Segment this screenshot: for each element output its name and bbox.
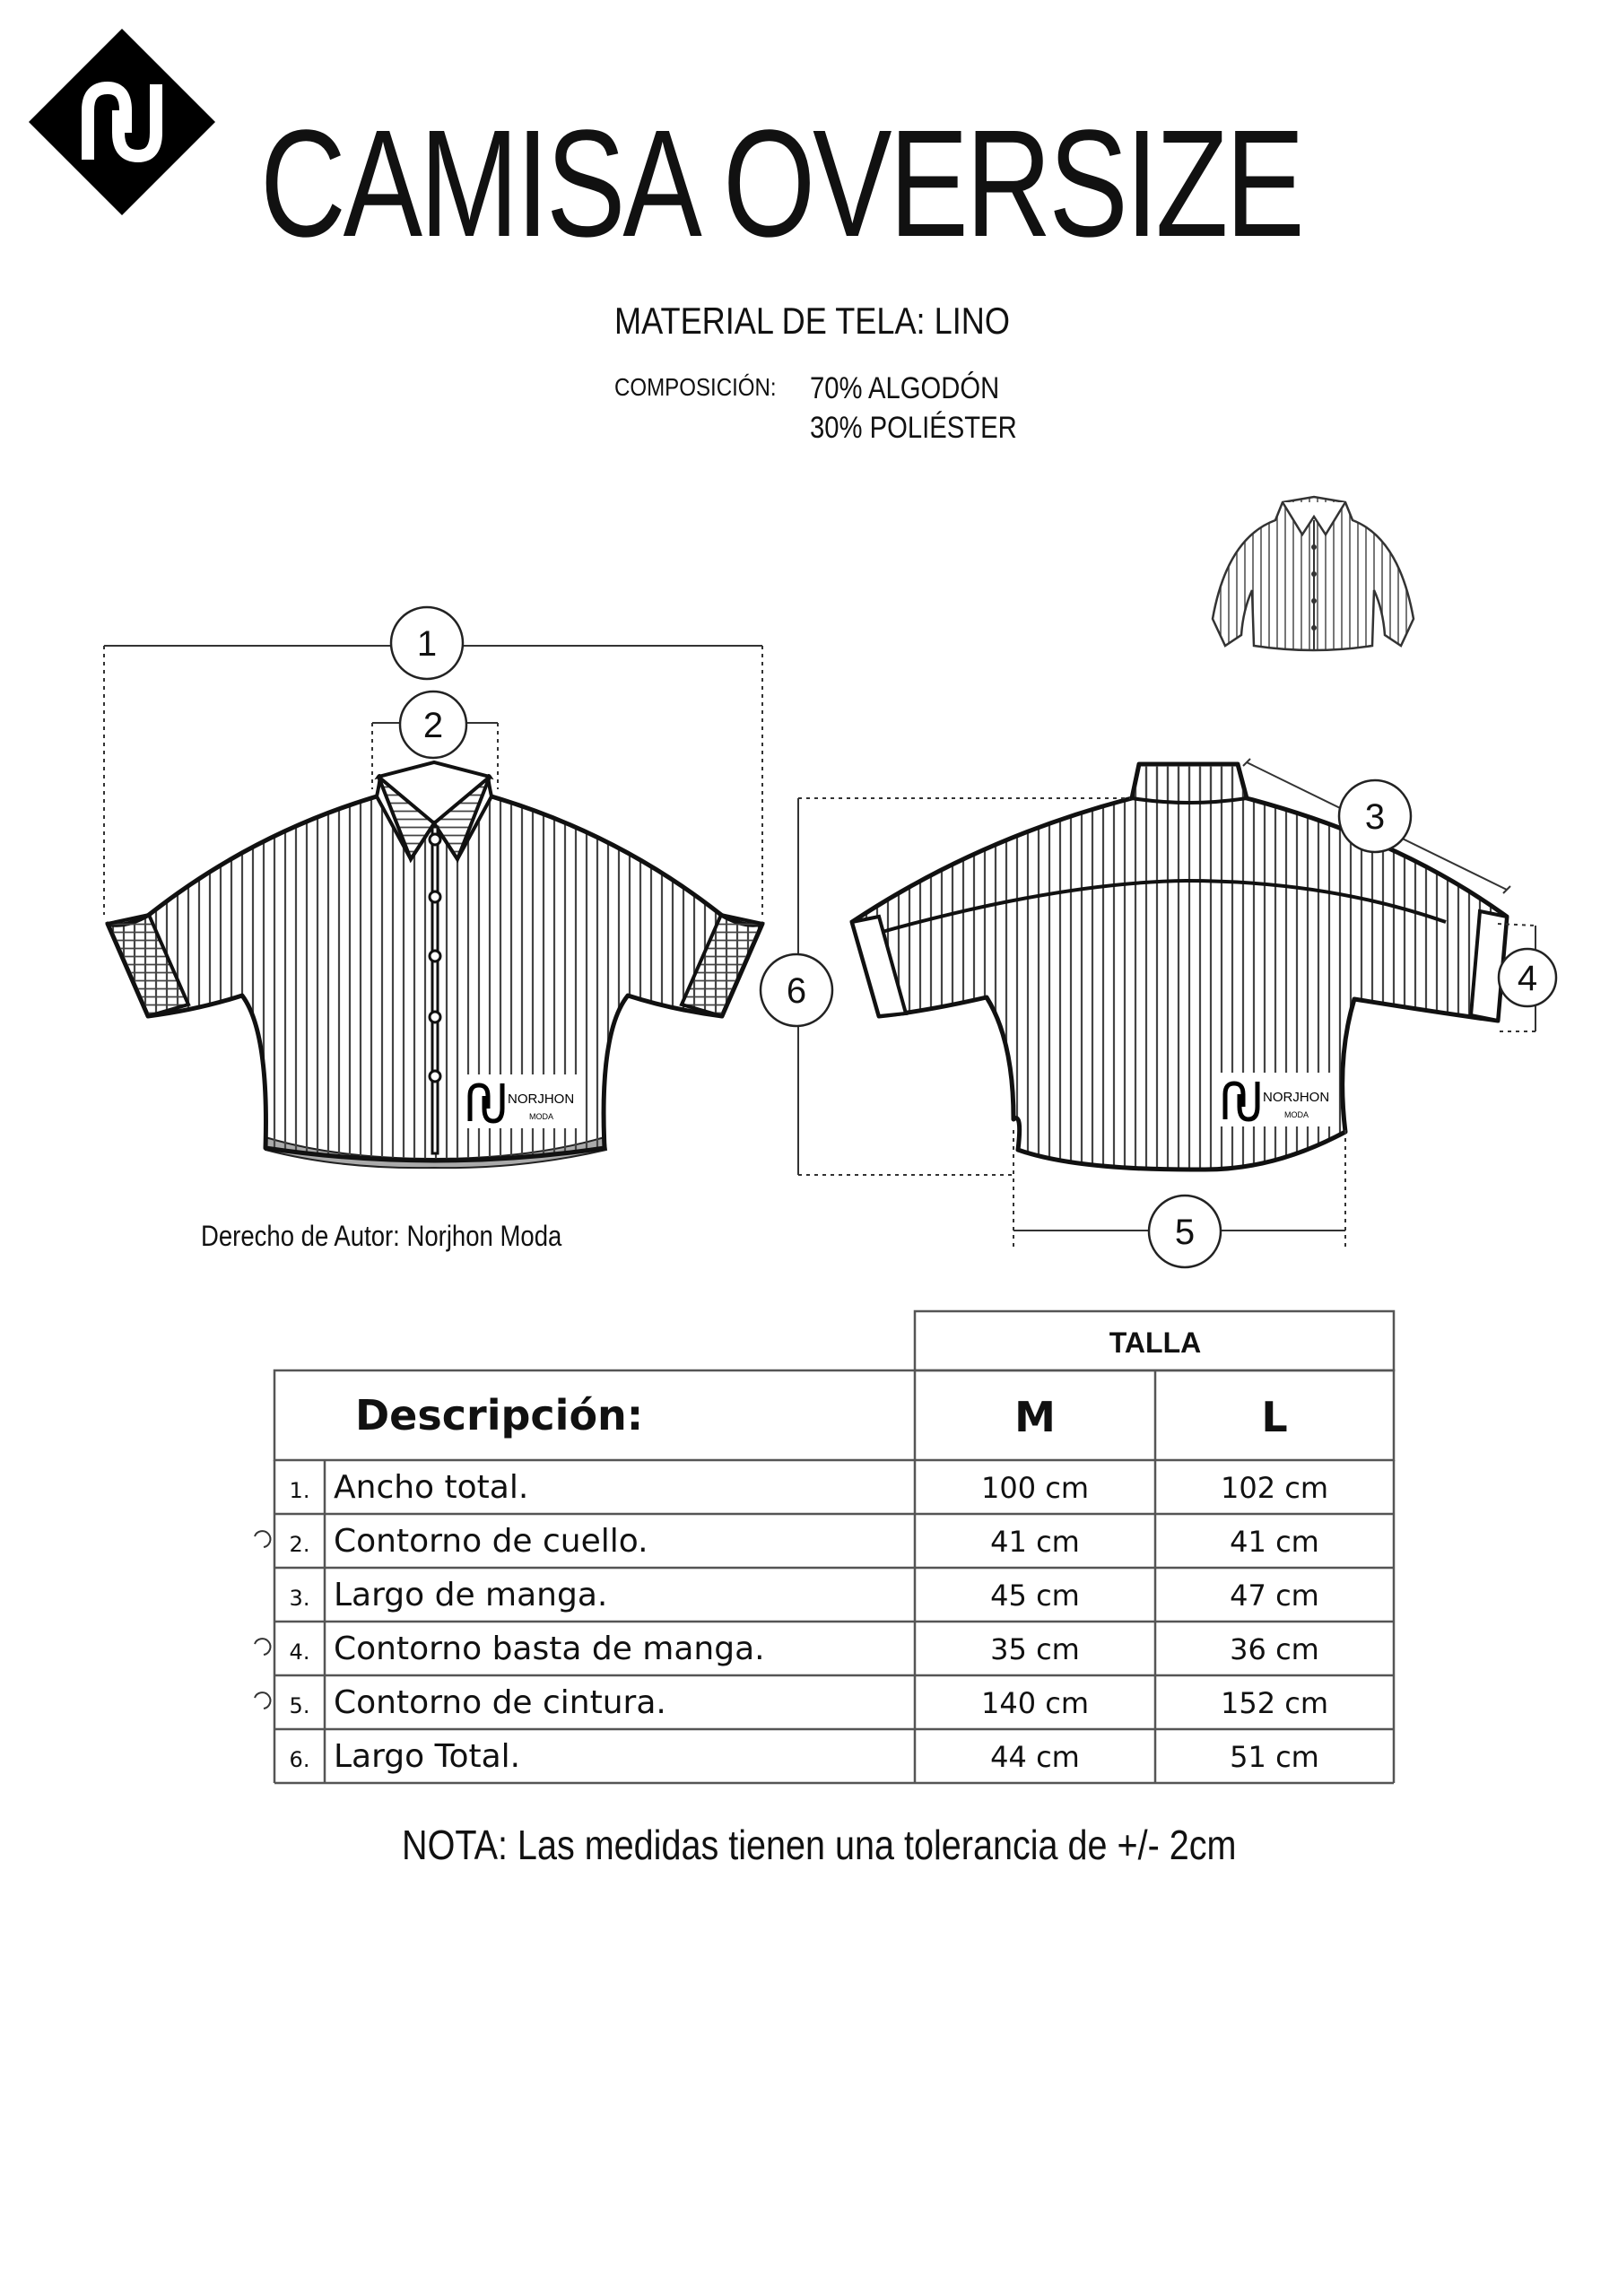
front-view — [108, 762, 762, 1168]
marker-6-label: 6 — [786, 971, 807, 1011]
tolerance-note: NOTA: Las medidas tienen una tolerancia de +/- 2cm — [402, 1822, 1237, 1868]
table-row — [255, 1523, 1319, 1560]
technical-drawing — [0, 466, 1618, 1292]
row-size-l: 51 cm — [1230, 1740, 1319, 1774]
size-table — [0, 1292, 1618, 1812]
row-number: 5. — [289, 1693, 310, 1718]
row-size-m: 45 cm — [990, 1578, 1080, 1613]
row-description: Contorno de cintura. — [334, 1684, 666, 1721]
row-number: 1. — [289, 1478, 310, 1503]
table-row — [290, 1738, 1319, 1775]
row-size-m: 100 cm — [980, 1471, 1090, 1505]
row-size-m: 41 cm — [990, 1525, 1080, 1559]
row-description: Contorno de cuello. — [334, 1523, 648, 1560]
front-brand-label: NORJHON — [508, 1091, 575, 1107]
row-size-m: 140 cm — [980, 1686, 1090, 1720]
size-m-header: M — [1014, 1393, 1056, 1441]
circumference-mark-icon — [255, 1639, 270, 1655]
row-description: Largo de manga. — [334, 1577, 608, 1613]
copyright-notice: Derecho de Autor: Norjhon Moda — [201, 1220, 562, 1252]
row-size-m: 35 cm — [990, 1632, 1080, 1666]
fabric-material: MATERIAL DE TELA: LINO — [614, 300, 1010, 342]
description-header: Descripción: — [355, 1391, 644, 1439]
row-number: 3. — [289, 1586, 310, 1611]
row-size-l: 102 cm — [1220, 1471, 1329, 1505]
marker-3-label: 3 — [1364, 797, 1386, 837]
size-group-header: TALLA — [1109, 1326, 1202, 1359]
composition-label: COMPOSICIÓN: — [614, 373, 777, 401]
back-brand-label: NORJHON — [1263, 1090, 1330, 1105]
row-size-l: 36 cm — [1230, 1632, 1319, 1666]
table-row — [290, 1469, 1328, 1506]
row-number: 4. — [289, 1639, 310, 1665]
row-size-l: 152 cm — [1220, 1686, 1329, 1720]
composition-polyester: 30% POLIÉSTER — [810, 411, 1017, 445]
page-title: CAMISA OVERSIZE — [260, 99, 1302, 269]
table-row — [255, 1631, 1319, 1667]
circumference-mark-icon — [255, 1531, 270, 1547]
row-size-l: 41 cm — [1230, 1525, 1319, 1559]
row-description: Contorno basta de manga. — [334, 1631, 765, 1667]
front-brand-sub: MODA — [529, 1112, 553, 1121]
size-l-header: L — [1261, 1393, 1288, 1441]
marker-4-label: 4 — [1517, 959, 1538, 998]
back-brand-sub: MODA — [1284, 1110, 1309, 1119]
marker-1-label: 1 — [416, 624, 438, 664]
composition-cotton: 70% ALGODÓN — [810, 371, 1000, 405]
table-row — [290, 1577, 1319, 1613]
marker-2-label: 2 — [422, 706, 444, 745]
row-description: Ancho total. — [334, 1469, 529, 1506]
brand-logo — [25, 25, 219, 219]
table-row — [255, 1684, 1328, 1721]
marker-5-label: 5 — [1174, 1213, 1196, 1252]
row-number: 2. — [289, 1532, 310, 1557]
row-number: 6. — [289, 1747, 310, 1772]
row-size-m: 44 cm — [990, 1740, 1080, 1774]
circumference-mark-icon — [255, 1692, 270, 1709]
row-description: Largo Total. — [334, 1738, 521, 1775]
row-size-l: 47 cm — [1230, 1578, 1319, 1613]
